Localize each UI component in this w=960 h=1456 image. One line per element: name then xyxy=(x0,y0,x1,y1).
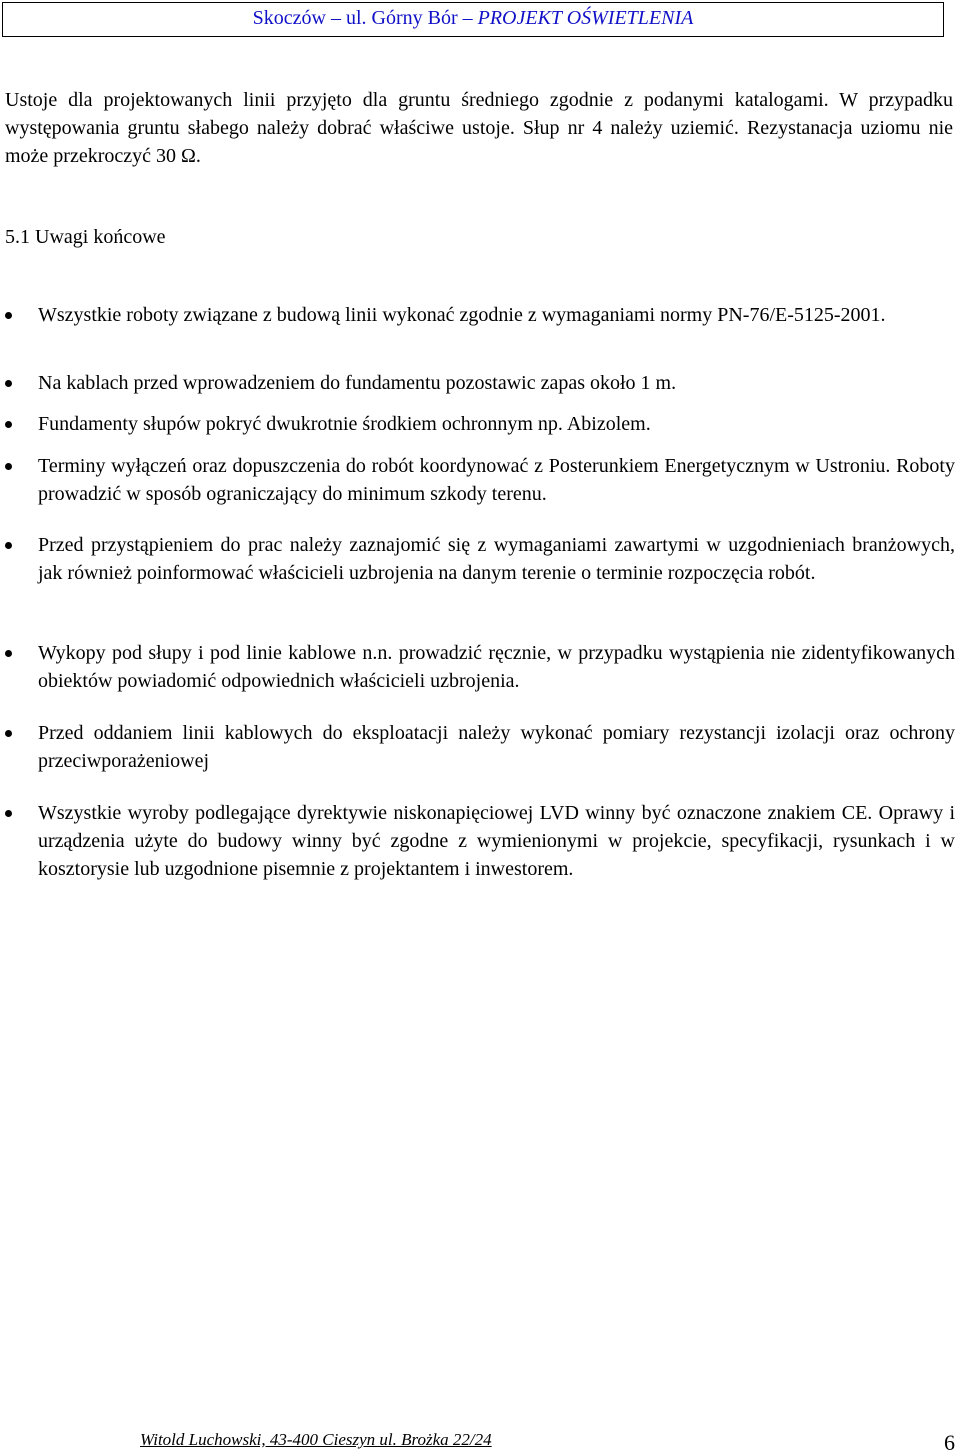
list-item xyxy=(5,410,955,438)
list-item xyxy=(5,531,955,587)
bullet-icon xyxy=(5,730,12,737)
list-item xyxy=(5,719,955,775)
list-item-text: Na kablach przed wprowadzeniem do fundamentu pozostawic zapas około 1 m. xyxy=(38,372,677,394)
list-item-text: Terminy wyłączeń oraz dopuszczenia do robót koordynować z Posterunkiem Energetycznym w Ustroniu. Roboty prowadzić w sposób ograniczający do minimum szkody terenu. xyxy=(38,455,955,505)
header-location: Skoczów – ul. Górny Bór – xyxy=(252,7,478,29)
bullet-icon xyxy=(5,421,12,428)
list-item-text: Fundamenty słupów pokryć dwukrotnie środkiem ochronnym np. Abizolem. xyxy=(38,413,651,435)
bullet-icon xyxy=(5,380,12,387)
header-project-title: PROJEKT OŚWIETLENIA xyxy=(477,7,694,29)
list-item xyxy=(5,369,955,397)
list-item xyxy=(5,799,955,883)
section-heading: 5.1 Uwagi końcowe xyxy=(5,226,166,248)
footer-author: Witold Luchowski, 43-400 Cieszyn ul. Brożka 22/24 xyxy=(140,1430,492,1449)
list-item-text: Przed oddaniem linii kablowych do eksploatacji należy wykonać pomiary rezystancji izolacji oraz ochrony przeciwporażeniowej xyxy=(38,722,955,772)
list-item-text: Przed przystąpieniem do prac należy zaznajomić się z wymaganiami zawartymi w uzgodnieniach branżowych, jak również poinformować właścicieli uzbrojenia na danym terenie o terminie rozpoczęcia robót. xyxy=(38,534,955,584)
bullet-icon xyxy=(5,810,12,817)
bullet-icon xyxy=(5,650,12,657)
list-item-text: Wszystkie wyroby podlegające dyrektywie niskonapięciowej LVD winny być oznaczone znakiem CE. Oprawy i urządzenia użyte do budowy winny być zgodne z wymienionymi w projekcie, specyfikacji, rysunkach i w kosztorysie lub uzgodnione pisemnie z projektantem i inwestorem. xyxy=(38,802,955,880)
intro-paragraph: Ustoje dla projektowanych linii przyjęto dla gruntu średniego zgodnie z podanymi katalogami. W przypadku występowania gruntu słabego należy dobrać właściwe ustoje. Słup nr 4 należy uziemić. Rezystanacja uziomu nie może przekroczyć 30 Ω. xyxy=(5,89,953,167)
list-item-text: Wykopy pod słupy i pod linie kablowe n.n. prowadzić ręcznie, w przypadku wystąpienia nie zidentyfikowanych obiektów powiadomić odpowiednich właścicieli uzbrojenia. xyxy=(38,642,955,692)
list-item xyxy=(5,301,955,329)
bullet-icon xyxy=(5,542,12,549)
list-item xyxy=(5,452,955,508)
bullet-icon xyxy=(5,463,12,470)
list-item-text: Wszystkie roboty związane z budową linii wykonać zgodnie z wymaganiami normy PN-76/E-5125-2001. xyxy=(38,304,886,326)
list-item xyxy=(5,639,955,695)
page-header xyxy=(2,2,944,37)
bullet-icon xyxy=(5,312,12,319)
page-number: 6 xyxy=(944,1430,955,1455)
